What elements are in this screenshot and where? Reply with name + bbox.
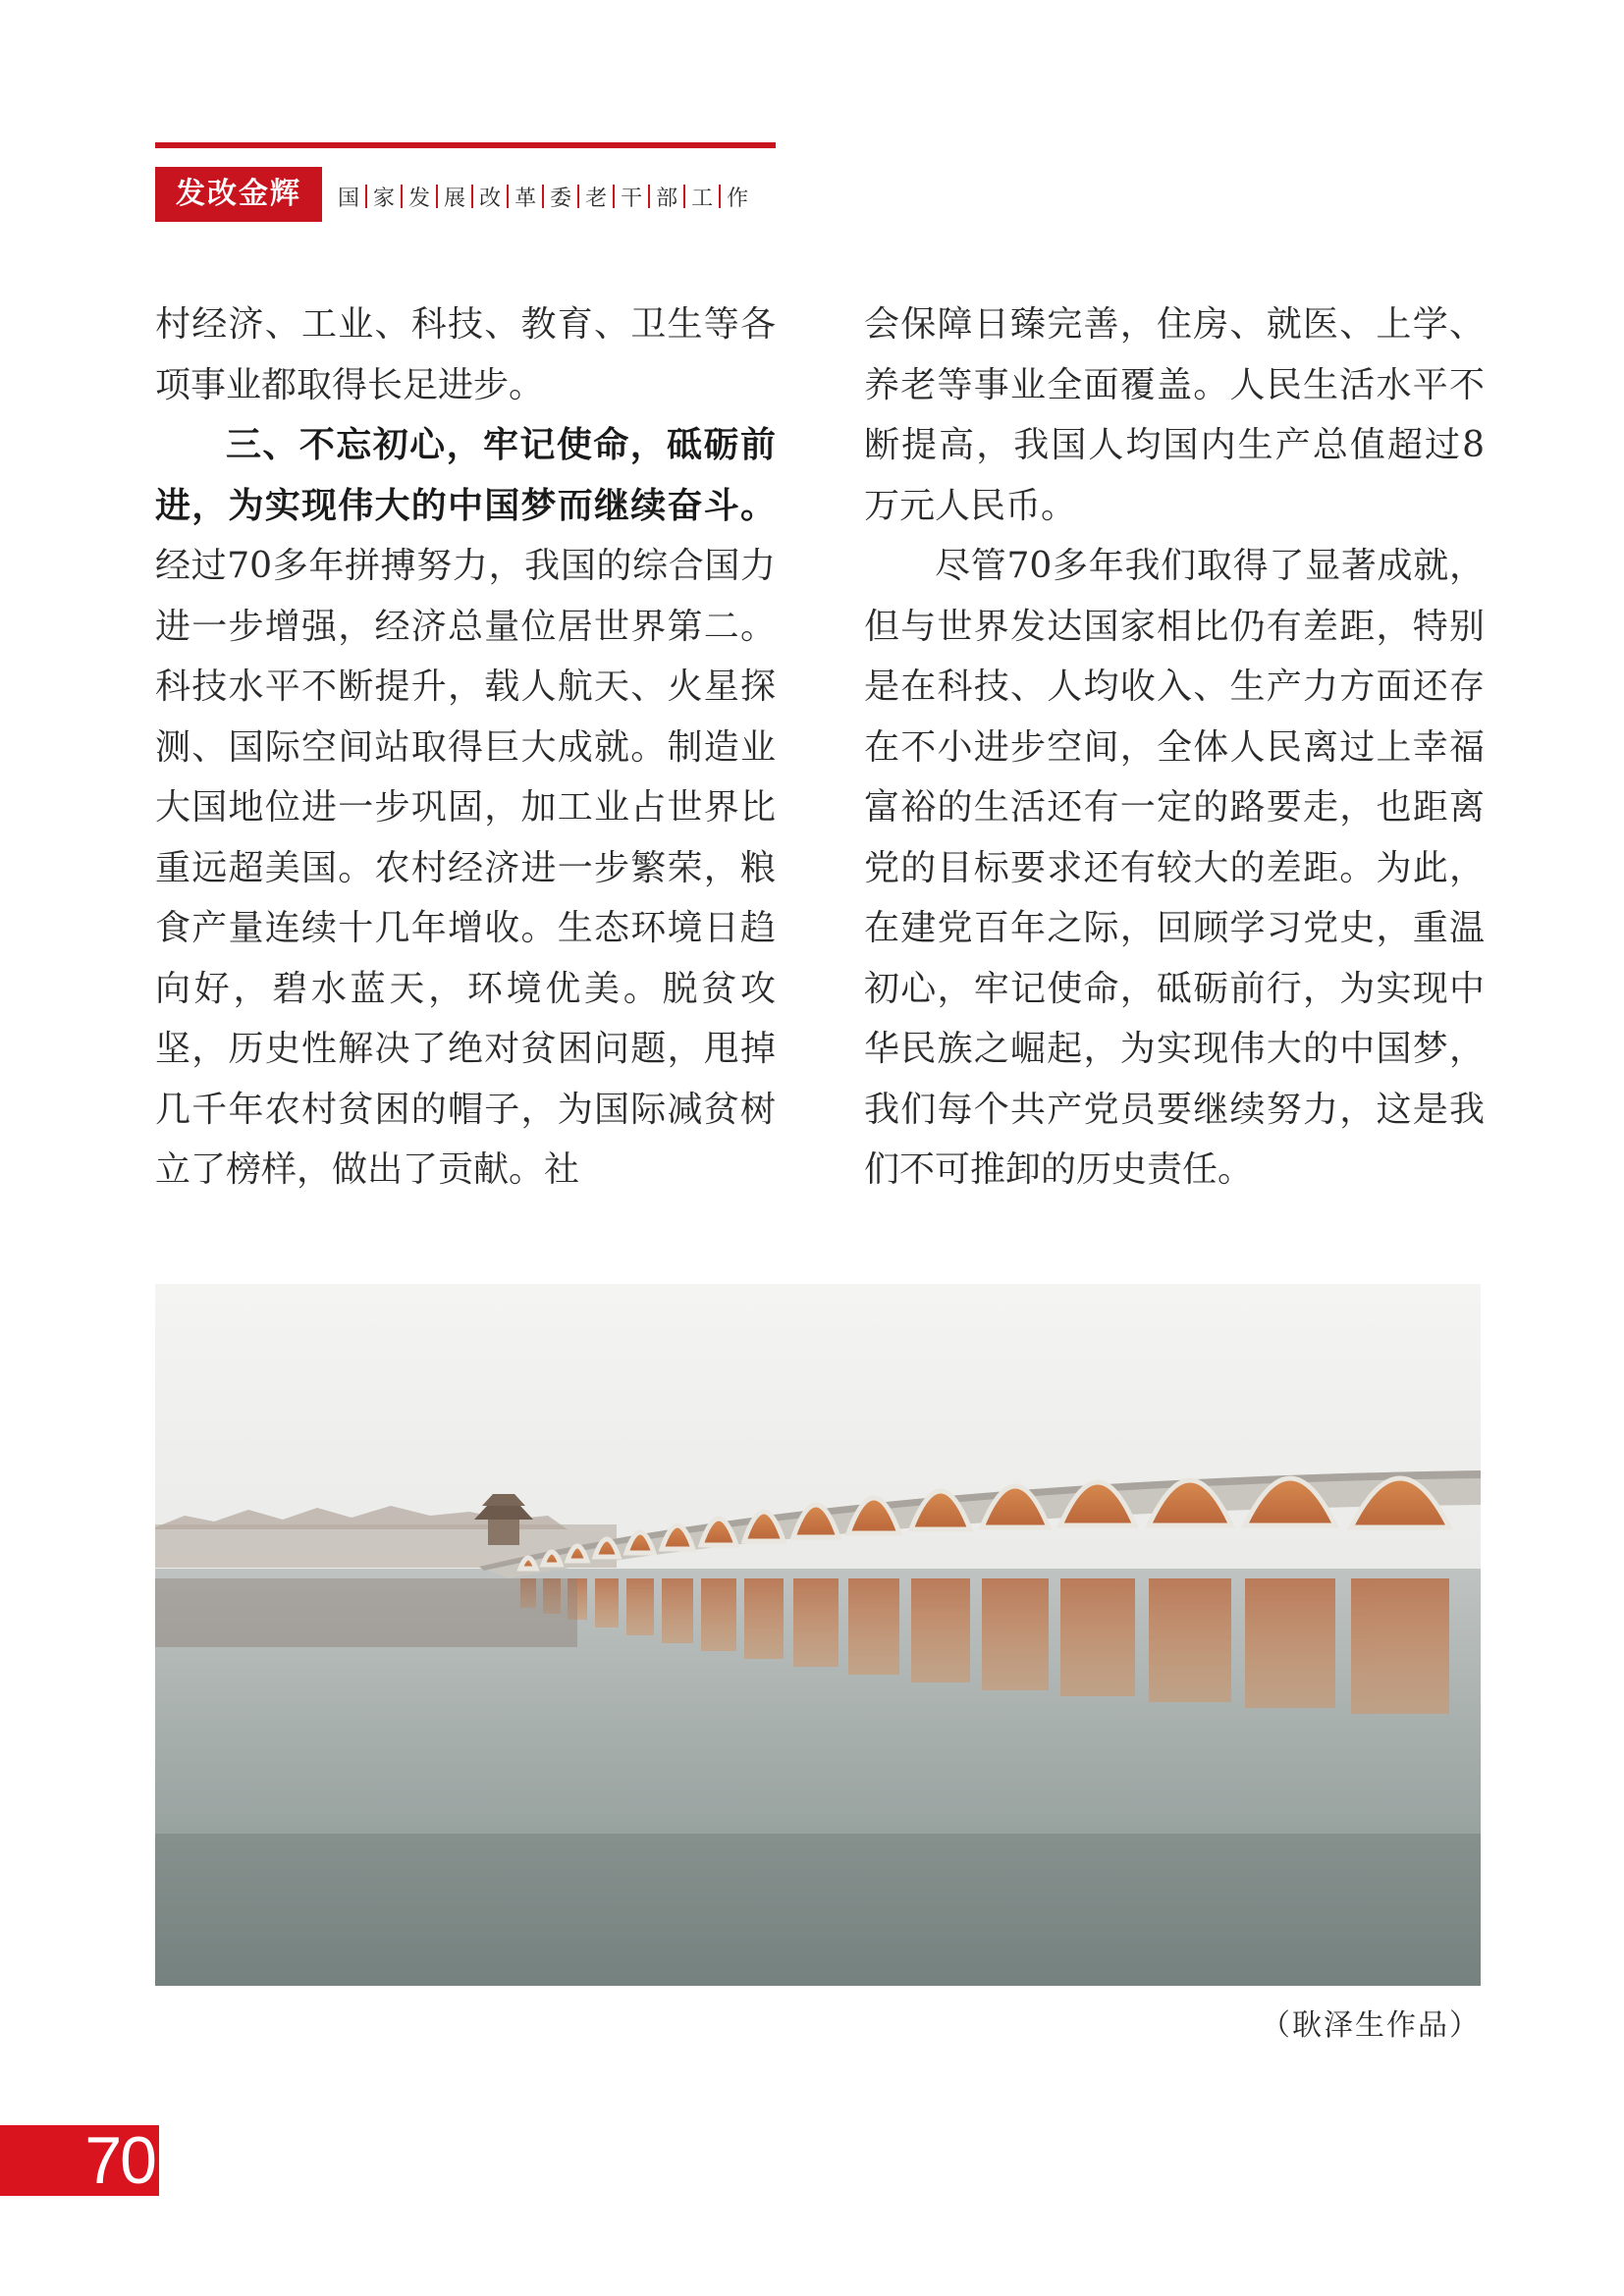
subtitle-char: 国 xyxy=(338,186,360,211)
left-paragraph-2-body: 经过70多年拼搏努力，我国的综合国力进一步增强，经济总量位居世界第二。科技水平不断提升，载人航天、火星探测、国际空间站取得巨大成就。制造业大国地位进一步巩固，加工业占世界比重远超美国。农村经济进一步繁荣，粮食产量连续十几年增收。生态环境日趋向好，碧水蓝天，环境优美。脱贫攻坚，历史性解决了绝对贫困问题，甩掉几千年农村贫困的帽子，为国际减贫树立了榜样，做出了贡献。社 xyxy=(155,546,776,1190)
header-rule xyxy=(155,142,776,148)
subtitle-char: 老 xyxy=(585,186,608,211)
subtitle-char: 工 xyxy=(691,186,714,211)
subtitle-char: 干 xyxy=(621,186,643,211)
right-paragraph-2: 尽管70多年我们取得了显著成就，但与世界发达国家相比仍有差距，特别是在科技、人均收入、生产力方面还存在不小进步空间，全体人民离过上幸福富裕的生活还有一定的路要走，也距离党的目标要求还有较大的差距。为此，在建党百年之际，回顾学习党史，重温初心，牢记使命，砥砺前行，为实现中华民族之崛起，为实现伟大的中国梦，我们每个共产党员要继续努力，这是我们不可推卸的历史责任。 xyxy=(864,546,1485,1190)
subtitle-char: 家 xyxy=(373,186,396,211)
left-paragraph-2 xyxy=(155,415,776,1201)
subtitle-char: 展 xyxy=(444,186,466,211)
subtitle-char: 作 xyxy=(727,186,749,211)
section-heading: 三、不忘初心，牢记使命，砥砺前进，为实现伟大的中国梦而继续奋斗。 xyxy=(155,425,776,526)
magazine-brand: 发改金辉 xyxy=(155,167,322,222)
page-number: 70 xyxy=(84,2123,155,2198)
right-column xyxy=(864,294,1485,1201)
subtitle-char: 部 xyxy=(656,186,678,211)
subtitle-char: 改 xyxy=(479,186,502,211)
header-subtitle xyxy=(332,175,754,218)
photo-caption: （耿泽生作品） xyxy=(1261,2008,1481,2043)
seventeen-arch-bridge-photo xyxy=(155,1284,1481,1986)
subtitle-char: 委 xyxy=(550,186,572,211)
right-paragraph-1: 会保障日臻完善，住房、就医、上学、养老等事业全面覆盖。人民生活水平不断提高，我国人均国内生产总值超过8万元人民币。 xyxy=(864,304,1485,526)
subtitle-char: 发 xyxy=(408,186,431,211)
page-number-badge xyxy=(0,2125,159,2196)
subtitle-char: 革 xyxy=(514,186,537,211)
left-paragraph-1: 村经济、工业、科技、教育、卫生等各项事业都取得长足进步。 xyxy=(155,304,776,405)
left-column xyxy=(155,294,776,1201)
